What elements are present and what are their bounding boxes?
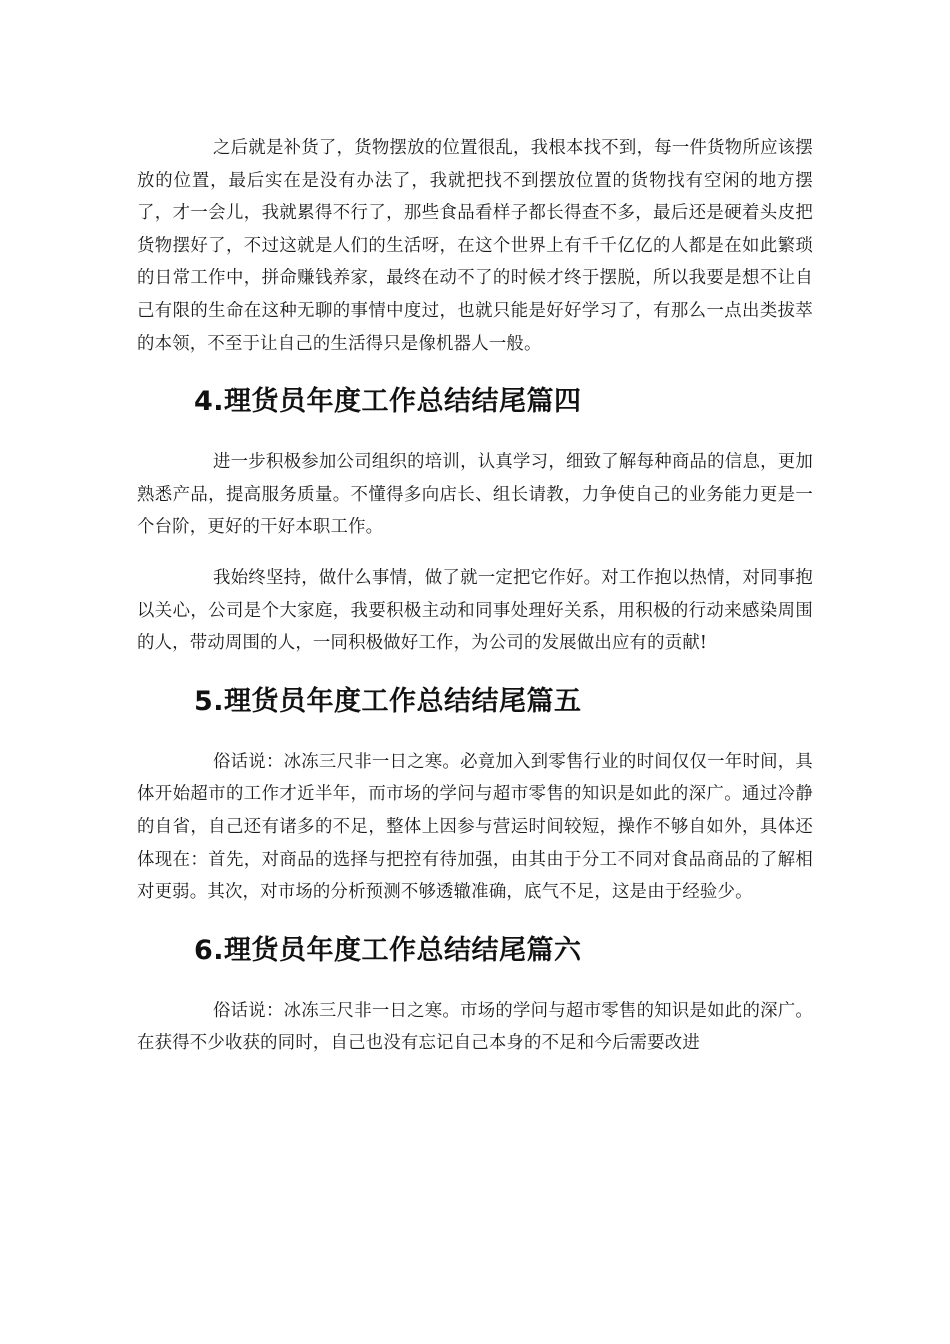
section-heading-4: 4.理货员年度工作总结结尾篇四 — [194, 386, 582, 418]
paragraph: 进一步积极参加公司组织的培训，认真学习，细致了解每种商品的信息，更加熟悉产品，提高服务质量。不懂得多向店长、组长请教，力争使自己的业务能力更是一个台阶，更好的干好本职工作。 — [137, 452, 813, 538]
section-heading-6: 6.理货员年度工作总结结尾篇六 — [194, 934, 582, 966]
paragraph: 俗话说：冰冻三尺非一日之寒。市场的学问与超市零售的知识是如此的深广。在获得不少收获的同时，自己也没有忘记自己本身的不足和今后需要改进 — [137, 1000, 813, 1054]
paragraph: 俗话说：冰冻三尺非一日之寒。必竟加入到零售行业的时间仅仅一年时间，具体开始超市的工作才近半年，而市场的学问与超市零售的知识是如此的深广。通过冷静的自省，自己还有诸多的不足，整体上因参与营运时间较短，操作不够自如外，具体还体现在：首先，对商品的选择与把控有待加强，由其由于分工不同对食品商品的了解相对更弱。其次，对市场的分析预测不够透辙准确，底气不足，这是由于经验少。 — [137, 751, 813, 903]
document-body — [137, 132, 813, 1060]
paragraph: 我始终坚持，做什么事情，做了就一定把它作好。对工作抱以热情，对同事抱以关心，公司是个大家庭，我要积极主动和同事处理好关系，用积极的行动来感染周围的人，带动周围的人，一同积极做好工作，为公司的发展做出应有的贡献! — [137, 567, 813, 654]
section-heading-5: 5.理货员年度工作总结结尾篇五 — [194, 685, 582, 717]
paragraph: 之后就是补货了，货物摆放的位置很乱，我根本找不到，每一件货物所应该摆放的位置，最后实在是没有办法了，我就把找不到摆放位置的货物找有空闲的地方摆了，才一会儿，我就累得不行了，那些食品看样子都长得查不多，最后还是硬着头皮把货物摆好了，不过这就是人们的生活呀，在这个世界上有千千亿亿的人都是在如此繁琐的日常工作中，拼命赚钱养家，最终在动不了的时候才终于摆脱，所以我要是想不让自己有限的生命在这种无聊的事情中度过，也就只能是好好学习了，有那么一点出类拔萃的本领，不至于让自己的生活得只是像机器人一般。 — [137, 138, 813, 354]
